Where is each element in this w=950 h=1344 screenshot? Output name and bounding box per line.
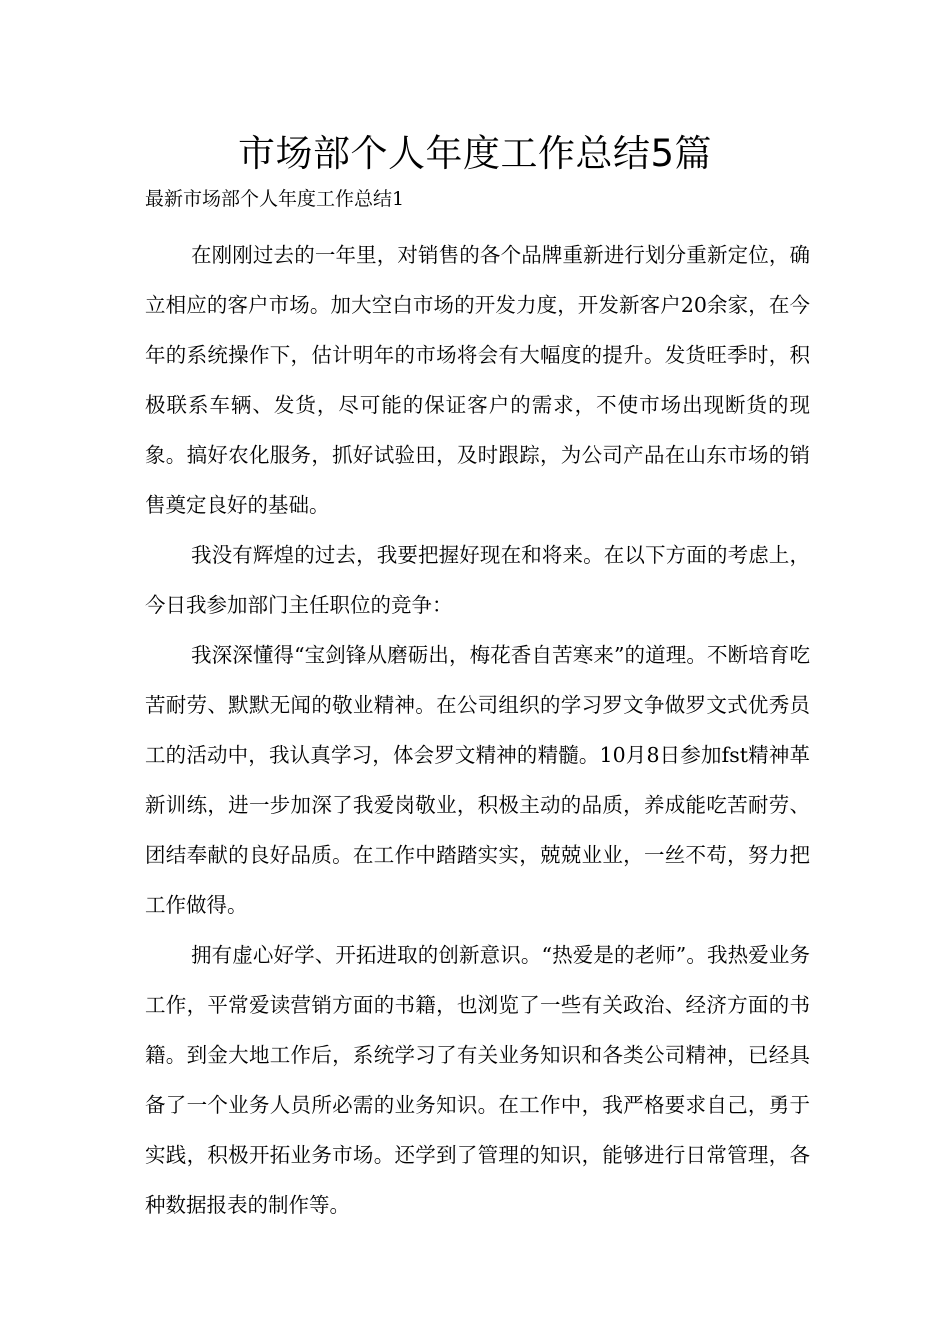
document-body: [145, 230, 810, 1230]
document-title: 市场部个人年度工作总结5篇: [237, 132, 713, 175]
paragraph-3: 我深深懂得“宝剑锋从磨砺出，梅花香自苦寒来”的道理。不断培育吃苦耐劳、默默无闻的敬业精神。在公司组织的学习罗文争做罗文式优秀员工的活动中，我认真学习，体会罗文精神的精髓。10月8日参加fst精神革新训练，进一步加深了我爱岗敬业，积极主动的品质，养成能吃苦耐劳、团结奉献的良好品质。在工作中踏踏实实，兢兢业业，一丝不苟，努力把工作做得。: [145, 643, 810, 917]
section-heading: 最新市场部个人年度工作总结1: [145, 188, 405, 210]
paragraph-4: 拥有虚心好学、开拓进取的创新意识。“热爱是的老师”。我热爱业务工作，平常爱读营销方面的书籍，也浏览了一些有关政治、经济方面的书籍。到金大地工作后，系统学习了有关业务知识和各类公司精神，已经具备了一个业务人员所必需的业务知识。在工作中，我严格要求自己，勇于实践，积极开拓业务市场。还学到了管理的知识，能够进行日常管理，各种数据报表的制作等。: [145, 943, 810, 1217]
paragraph-2: 我没有辉煌的过去，我要把握好现在和将来。在以下方面的考虑上，今日我参加部门主任职位的竞争：: [145, 543, 810, 617]
paragraph-1: 在刚刚过去的一年里，对销售的各个品牌重新进行划分重新定位，确立相应的客户市场。加大空白市场的开发力度，开发新客户20余家，在今年的系统操作下，估计明年的市场将会有大幅度的提升。发货旺季时，积极联系车辆、发货，尽可能的保证客户的需求，不使市场出现断货的现象。搞好农化服务，抓好试验田，及时跟踪，为公司产品在山东市场的销售奠定良好的基础。: [145, 243, 810, 517]
